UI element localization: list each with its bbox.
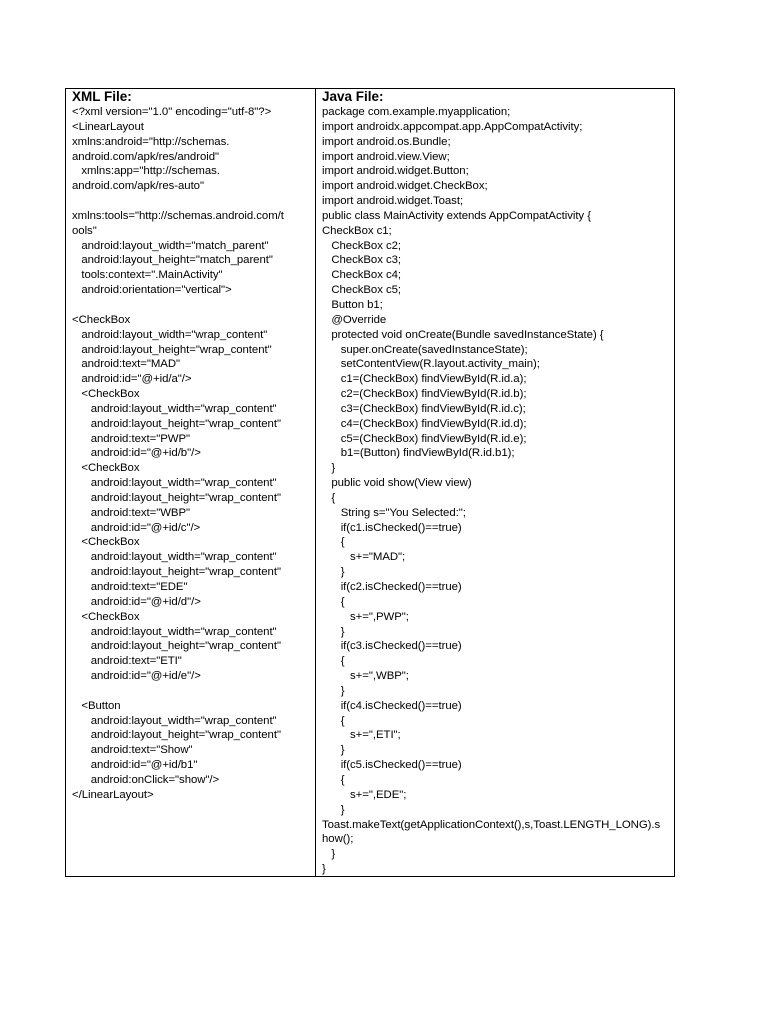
xml-code-line: android:text="ETI" <box>72 655 182 668</box>
xml-code-line: android:id="@+id/a"/> <box>72 373 192 386</box>
java-code-line: protected void onCreate(Bundle savedInstanceState) { <box>322 328 604 341</box>
xml-code-line: <Button <box>72 699 121 712</box>
xml-code-line: <CheckBox <box>72 536 140 549</box>
xml-code-line: android:text="EDE" <box>72 581 188 593</box>
java-code-line: Toast.makeText(getApplicationContext(),s,Toast.LENGTH_LONG).s <box>322 818 661 831</box>
java-code-block <box>322 105 674 877</box>
java-code-line: { <box>322 655 345 668</box>
java-code-line: { <box>322 773 345 786</box>
xml-code-line: <CheckBox <box>72 388 140 401</box>
xml-code-line: android:onClick="show"/> <box>72 773 220 786</box>
xml-code-line: android:layout_height="wrap_content" <box>72 343 272 356</box>
java-code-line: } <box>322 803 345 816</box>
java-code-line: } <box>322 863 326 876</box>
java-code-line: import android.widget.Toast; <box>322 195 464 208</box>
java-code-line: s+="MAD"; <box>322 551 406 564</box>
java-code-line: if(c5.isChecked()==true) <box>322 759 462 772</box>
java-code-line: CheckBox c5; <box>322 284 402 297</box>
java-code-line: { <box>322 714 345 727</box>
xml-code-line: ools" <box>72 224 97 237</box>
java-code-line: { <box>322 491 336 504</box>
xml-code-line: android.com/apk/res/android" <box>72 150 220 163</box>
java-code-line: s+=",PWP"; <box>322 610 409 623</box>
java-code-line: import android.os.Bundle; <box>322 135 451 148</box>
xml-code-line: android:layout_height="wrap_content" <box>72 491 281 504</box>
java-code-line: @Override <box>322 313 387 326</box>
java-code-line: if(c1.isChecked()==true) <box>322 521 462 534</box>
xml-code-line: xmlns:tools="http://schemas.android.com/t <box>72 209 284 222</box>
java-code-line: } <box>322 684 345 697</box>
java-code-line: public void show(View view) <box>322 477 472 490</box>
xml-code-line: android:layout_height="wrap_content" <box>72 417 281 430</box>
xml-code-block <box>72 105 315 803</box>
xml-code-line: android:layout_width="wrap_content" <box>72 402 277 415</box>
xml-code-line: <?xml version="1.0" encoding="utf-8"?> <box>72 106 272 118</box>
java-code-line: String s="You Selected:"; <box>322 506 466 519</box>
java-code-line: setContentView(R.layout.activity_main); <box>322 358 540 371</box>
xml-code-line: android:id="@+id/d"/> <box>72 595 201 608</box>
java-code-line: b1=(Button) findViewById(R.id.b1); <box>322 447 515 460</box>
xml-code-line: xmlns:android="http://schemas. <box>72 135 230 148</box>
xml-code-line <box>72 298 315 313</box>
java-file-column <box>316 89 674 876</box>
java-code-line: public class MainActivity extends AppCompatActivity { <box>322 209 591 222</box>
java-code-line: how(); <box>322 833 354 846</box>
java-code-line: package com.example.myapplication; <box>322 106 511 118</box>
java-code-line: CheckBox c4; <box>322 269 402 282</box>
xml-code-line: android:id="@+id/e"/> <box>72 670 201 683</box>
java-code-line: s+=",ETI"; <box>322 729 401 742</box>
xml-column-title: XML File: <box>72 89 132 104</box>
java-code-line: } <box>322 744 345 757</box>
java-code-line: } <box>322 566 345 579</box>
java-code-line: import android.widget.CheckBox; <box>322 180 488 193</box>
xml-code-line: xmlns:app="http://schemas. <box>72 165 220 178</box>
xml-code-line: android:id="@+id/b"/> <box>72 447 201 460</box>
xml-code-line: android:layout_width="wrap_content" <box>72 714 277 727</box>
xml-code-line: android:text="Show" <box>72 744 193 757</box>
xml-code-line: android:orientation="vertical"> <box>72 284 232 297</box>
xml-code-line: android:layout_height="wrap_content" <box>72 566 281 579</box>
java-code-line: if(c3.isChecked()==true) <box>322 640 462 653</box>
java-code-line: CheckBox c1; <box>322 224 392 237</box>
xml-code-line: android:id="@+id/c"/> <box>72 521 201 534</box>
java-code-line: import androidx.appcompat.app.AppCompatActivity; <box>322 120 583 133</box>
java-code-line: { <box>322 536 345 549</box>
xml-code-line: android:layout_height="match_parent" <box>72 254 273 267</box>
java-code-line: c3=(CheckBox) findViewById(R.id.c); <box>322 402 526 415</box>
java-column-title: Java File: <box>322 89 384 104</box>
java-code-line: s+=",EDE"; <box>322 788 407 801</box>
xml-code-line: android:layout_width="wrap_content" <box>72 551 277 564</box>
java-code-line: if(c4.isChecked()==true) <box>322 699 462 712</box>
xml-code-line: <CheckBox <box>72 313 131 326</box>
xml-file-column <box>66 89 316 876</box>
xml-code-line: <CheckBox <box>72 610 140 623</box>
java-code-line: } <box>322 625 345 638</box>
xml-code-line: android:id="@+id/b1" <box>72 759 198 772</box>
java-code-line: super.onCreate(savedInstanceState); <box>322 343 528 356</box>
xml-code-line: android:text="MAD" <box>72 358 181 371</box>
xml-code-line: android:layout_width="match_parent" <box>72 239 269 252</box>
xml-code-line: android:text="PWP" <box>72 432 190 445</box>
xml-code-line: android:layout_height="wrap_content" <box>72 729 281 742</box>
xml-code-line: android:layout_width="wrap_content" <box>72 328 268 341</box>
java-code-line: CheckBox c3; <box>322 254 402 267</box>
java-code-line: { <box>322 595 345 608</box>
java-code-line: c4=(CheckBox) findViewById(R.id.d); <box>322 417 527 430</box>
java-code-line: CheckBox c2; <box>322 239 402 252</box>
xml-code-line: android:layout_height="wrap_content" <box>72 640 281 653</box>
java-code-line: if(c2.isChecked()==true) <box>322 581 462 593</box>
xml-code-line: android:text="WBP" <box>72 506 190 519</box>
xml-code-line: <LinearLayout <box>72 120 144 133</box>
java-code-line: } <box>322 462 336 475</box>
java-code-line: c5=(CheckBox) findViewById(R.id.e); <box>322 432 527 445</box>
java-code-line: import android.view.View; <box>322 150 450 163</box>
code-comparison-table <box>65 88 675 877</box>
java-code-line: import android.widget.Button; <box>322 165 469 178</box>
xml-code-line <box>72 194 315 209</box>
xml-code-line: android:layout_width="wrap_content" <box>72 477 277 490</box>
xml-code-line: android.com/apk/res-auto" <box>72 180 204 193</box>
java-code-line: Button b1; <box>322 298 383 311</box>
xml-code-line: tools:context=".MainActivity" <box>72 269 223 282</box>
java-code-line: } <box>322 848 336 861</box>
xml-code-line <box>72 684 315 699</box>
xml-code-line: android:layout_width="wrap_content" <box>72 625 277 638</box>
xml-code-line: </LinearLayout> <box>72 788 154 801</box>
java-code-line: s+=",WBP"; <box>322 670 409 683</box>
java-code-line: c1=(CheckBox) findViewById(R.id.a); <box>322 373 527 386</box>
xml-code-line: <CheckBox <box>72 462 140 475</box>
java-code-line: c2=(CheckBox) findViewById(R.id.b); <box>322 388 527 401</box>
